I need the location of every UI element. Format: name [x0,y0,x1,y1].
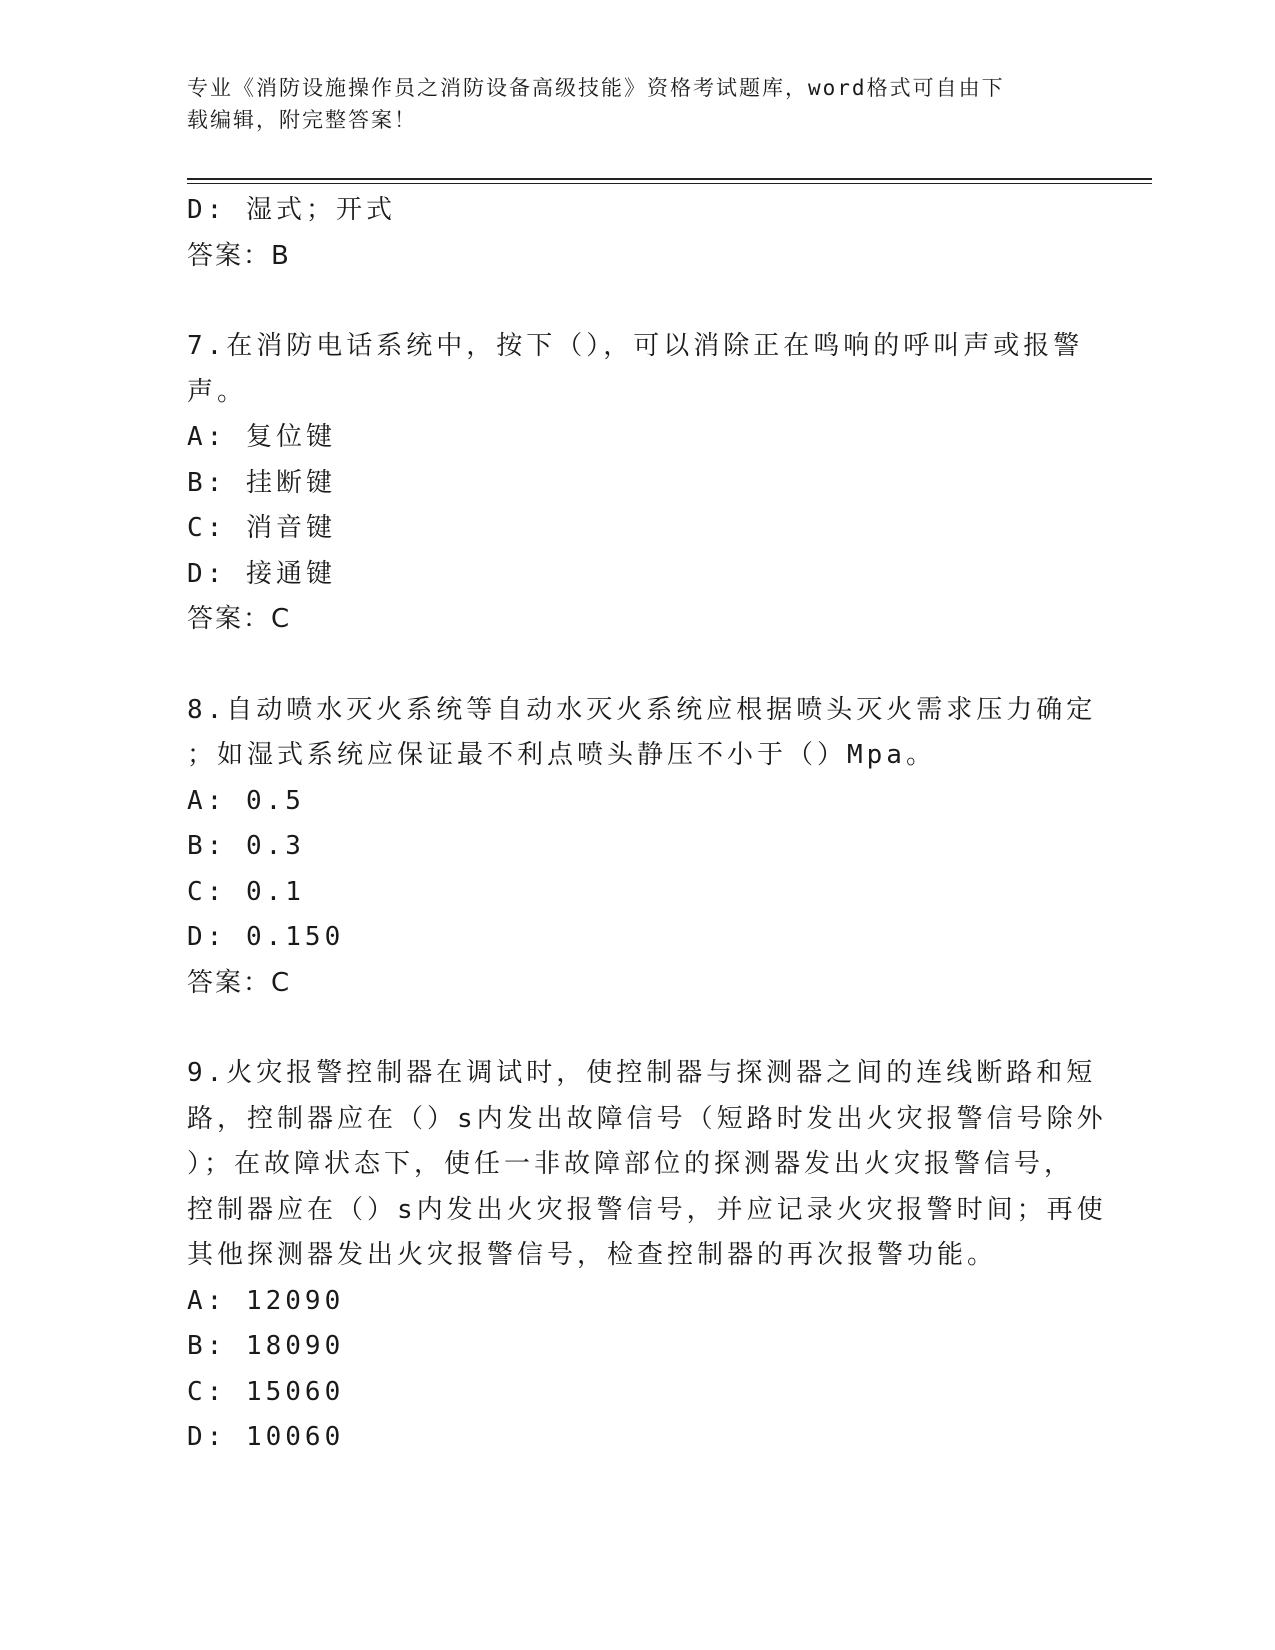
question-8 [187,688,1097,1007]
question-content [187,188,1107,1461]
q9-option-b: B: 18090 [187,1331,345,1361]
question-7 [187,324,1087,643]
spacer [187,279,1087,324]
q7-option-a: A: 复位键 [187,422,336,452]
q9-option-c: C: 15060 [187,1376,345,1407]
q8-option-c: C: 0.1 [187,876,305,907]
q9-stem-line-5: 其他探测器发出火灾报警信号，检查控制器的再次报警功能。 [187,1240,998,1270]
q7-stem-line-2: 声。 [187,376,248,407]
q7-option-d: D: 接通键 [187,558,336,589]
q9-stem-line-3: ）；在故障状态下，使任一非故障部位的探测器发出火灾报警信号， [187,1149,1075,1179]
q7-option-c: C: 消音键 [187,513,336,543]
q8-option-b: B: 0.3 [187,831,305,861]
document-header [187,72,1067,136]
q7-option-b: B: 挂断键 [187,467,336,498]
q8-stem-line-2: ；如湿式系统应保证最不利点喷头静压不小于（）Mpa。 [187,740,936,770]
header-rule-thin [187,183,1152,184]
q9-option-a: A: 12090 [187,1285,345,1316]
spacer [187,643,1087,688]
question-9 [187,1051,1107,1461]
prev-option-d: D: 湿式；开式 [187,195,396,225]
q8-option-d: D: 0.150 [187,922,345,952]
q8-answer: 答案：C [187,967,292,998]
header-line-2: 载编辑，附完整答案！ [187,108,417,132]
spacer [187,1006,1087,1051]
q8-stem-line-1: 8.自动喷水灭火系统等自动水灭火系统应根据喷头灭火需求压力确定 [187,694,1097,725]
header-rule-thick [187,178,1152,180]
prev-answer: 答案：B [187,240,291,271]
q7-answer: 答案：C [187,604,292,634]
q9-stem-line-4: 控制器应在（）s内发出火灾报警信号，并应记录火灾报警时间；再使 [187,1194,1107,1225]
q9-option-d: D: 10060 [187,1422,345,1452]
header-line-1: 专业《消防设施操作员之消防设备高级技能》资格考试题库，word格式可自由下 [187,76,1005,100]
q8-option-a: A: 0.5 [187,785,305,816]
q7-stem-line-1: 7.在消防电话系统中，按下（），可以消除正在鸣响的呼叫声或报警 [187,331,1084,361]
q9-stem-line-2: 路，控制器应在（）s内发出故障信号（短路时发出火灾报警信号除外 [187,1103,1107,1134]
q9-stem-line-1: 9.火灾报警控制器在调试时，使控制器与探测器之间的连线断路和短 [187,1058,1097,1088]
